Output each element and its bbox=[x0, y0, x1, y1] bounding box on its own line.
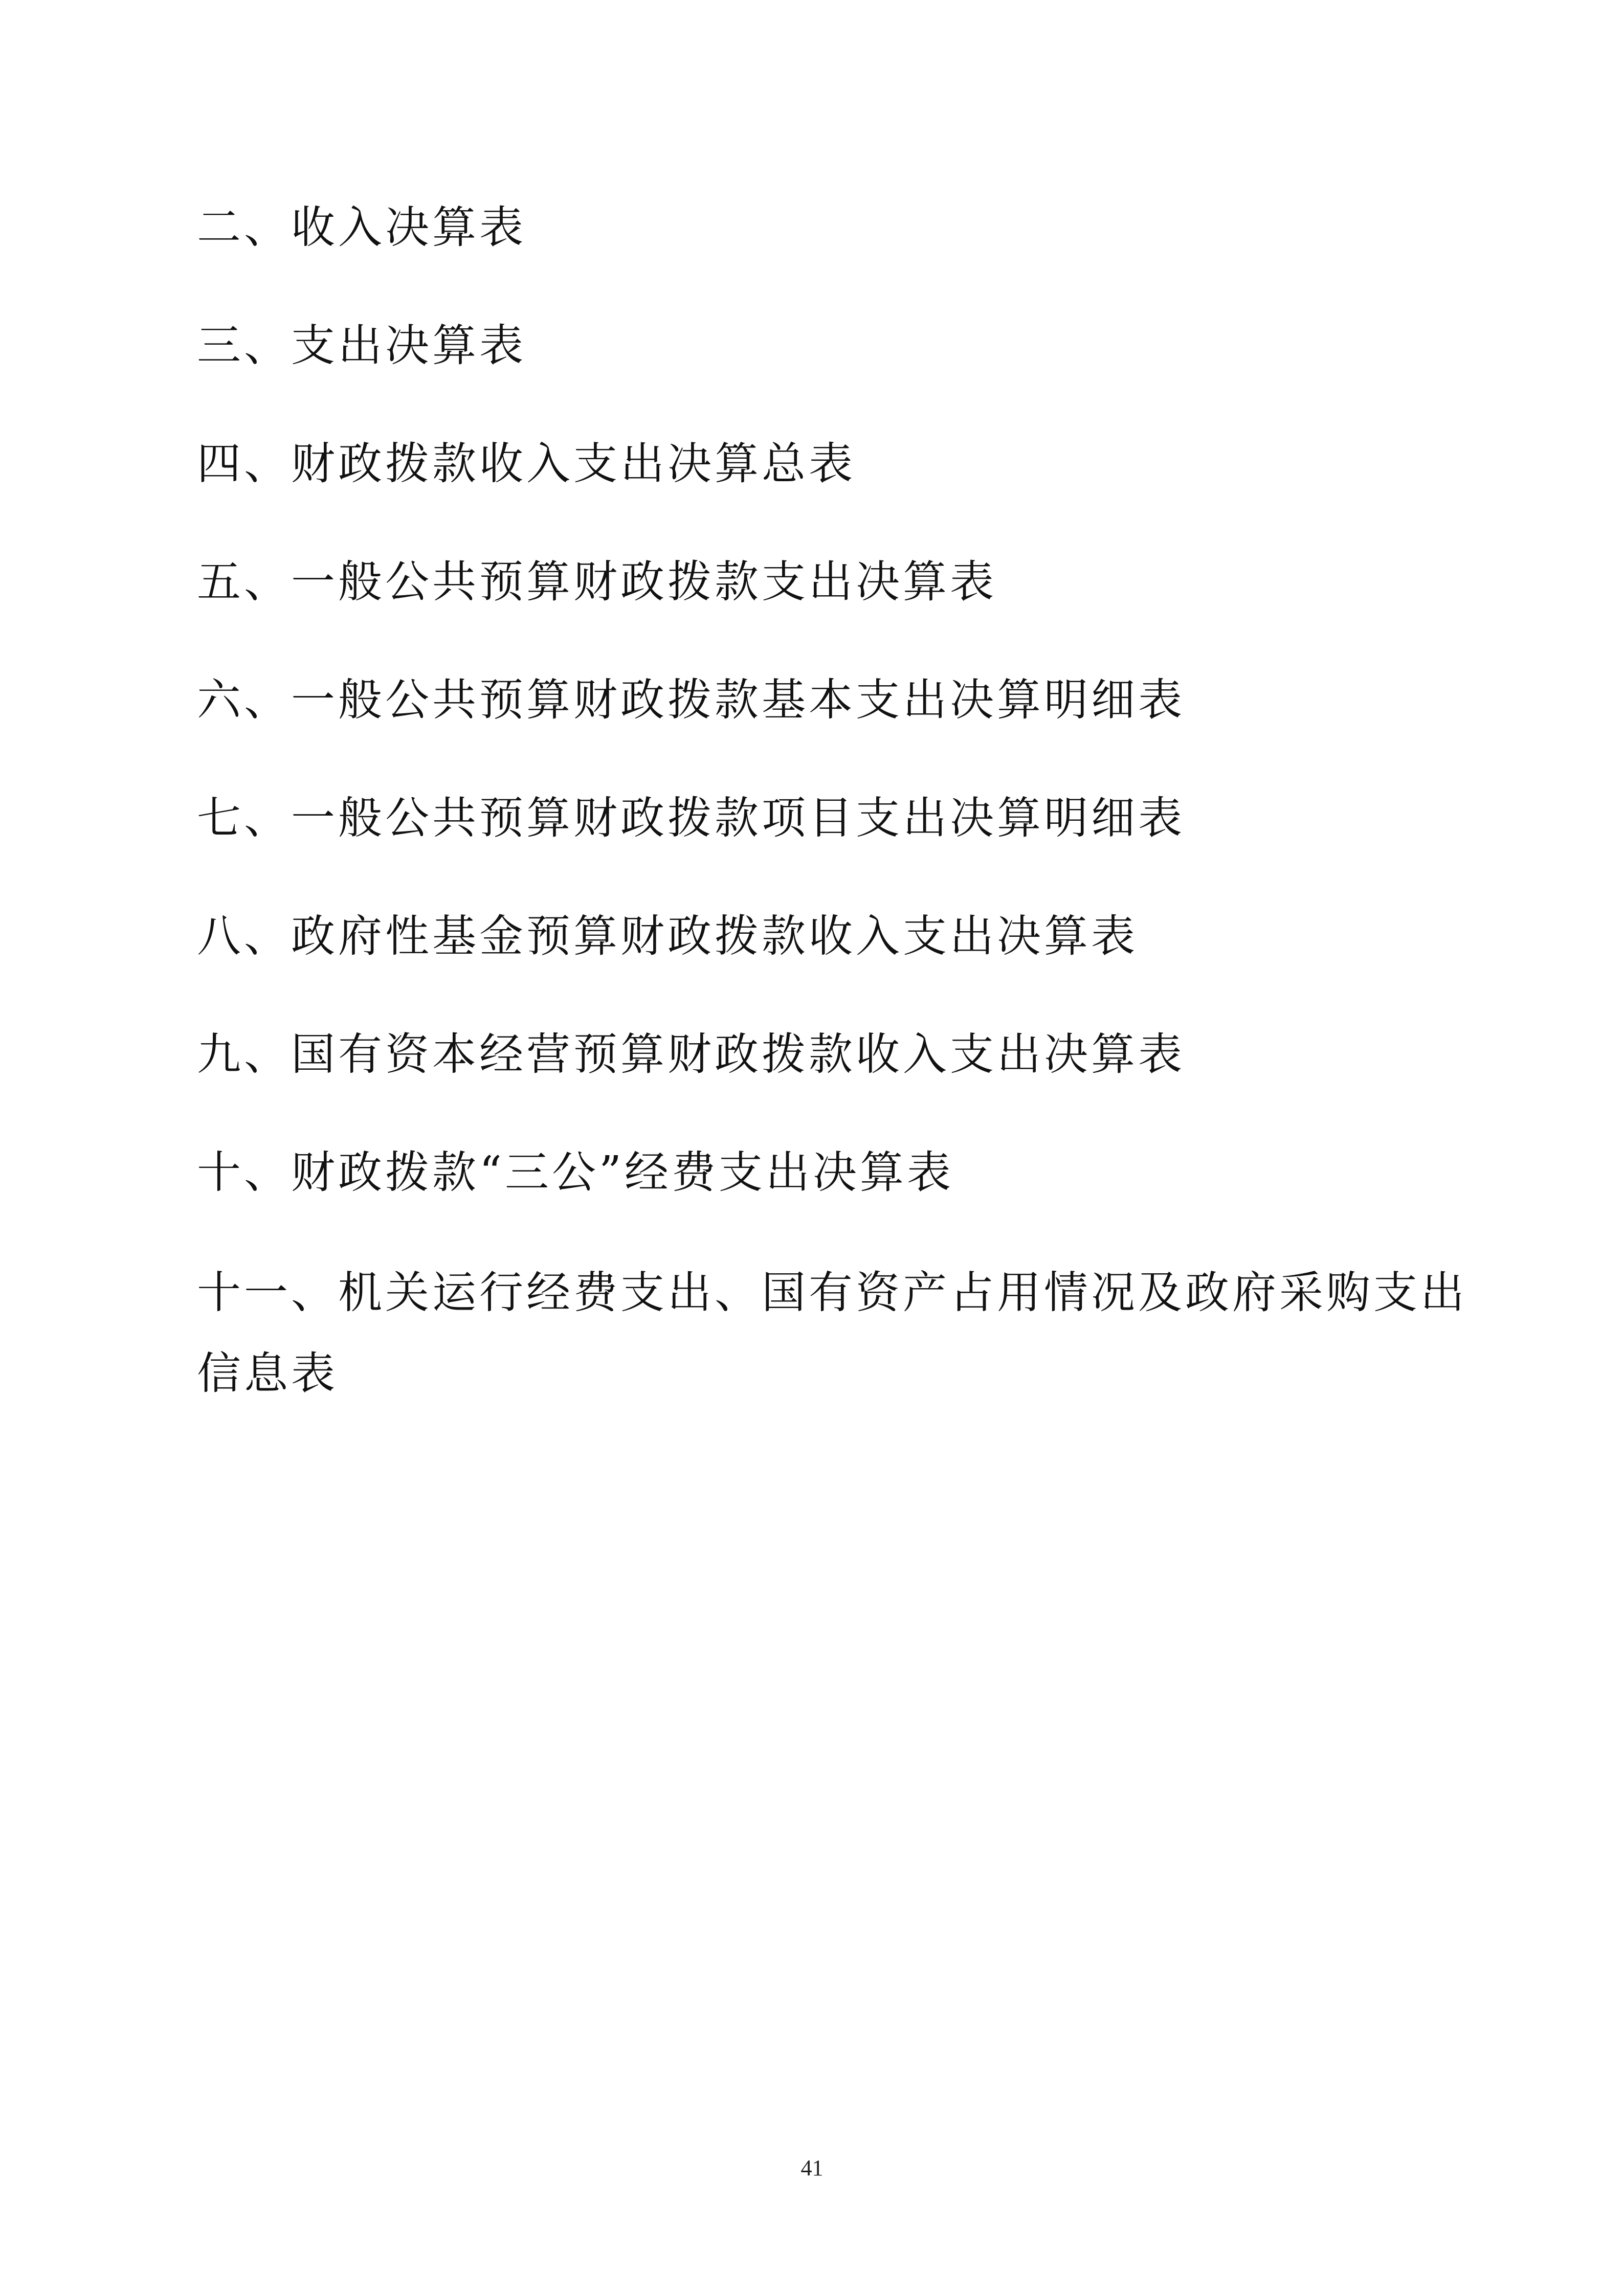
page-number: 41 bbox=[800, 2155, 824, 2180]
list-item: 二、收入决算表 bbox=[197, 202, 526, 253]
list-item: 五、一般公共预算财政拨款支出决算表 bbox=[197, 556, 997, 607]
list-item: 八、政府性基金预算财政拨款收入支出决算表 bbox=[197, 911, 1138, 962]
list-item: 十一、机关运行经费支出、国有资产占用情况及政府采购支出信息表 bbox=[197, 1267, 1467, 1399]
list-item: 四、财政拨款收入支出决算总表 bbox=[197, 438, 856, 489]
list-item: 九、国有资本经营预算财政拨款收入支出决算表 bbox=[197, 1029, 1185, 1080]
list-item: 三、支出决算表 bbox=[197, 320, 526, 371]
list-item: 六、一般公共预算财政拨款基本支出决算明细表 bbox=[197, 674, 1185, 726]
list-item: 十、财政拨款“三公”经费支出决算表 bbox=[197, 1147, 954, 1198]
table-list bbox=[148, 194, 1488, 1466]
list-item: 七、一般公共预算财政拨款项目支出决算明细表 bbox=[197, 793, 1185, 844]
